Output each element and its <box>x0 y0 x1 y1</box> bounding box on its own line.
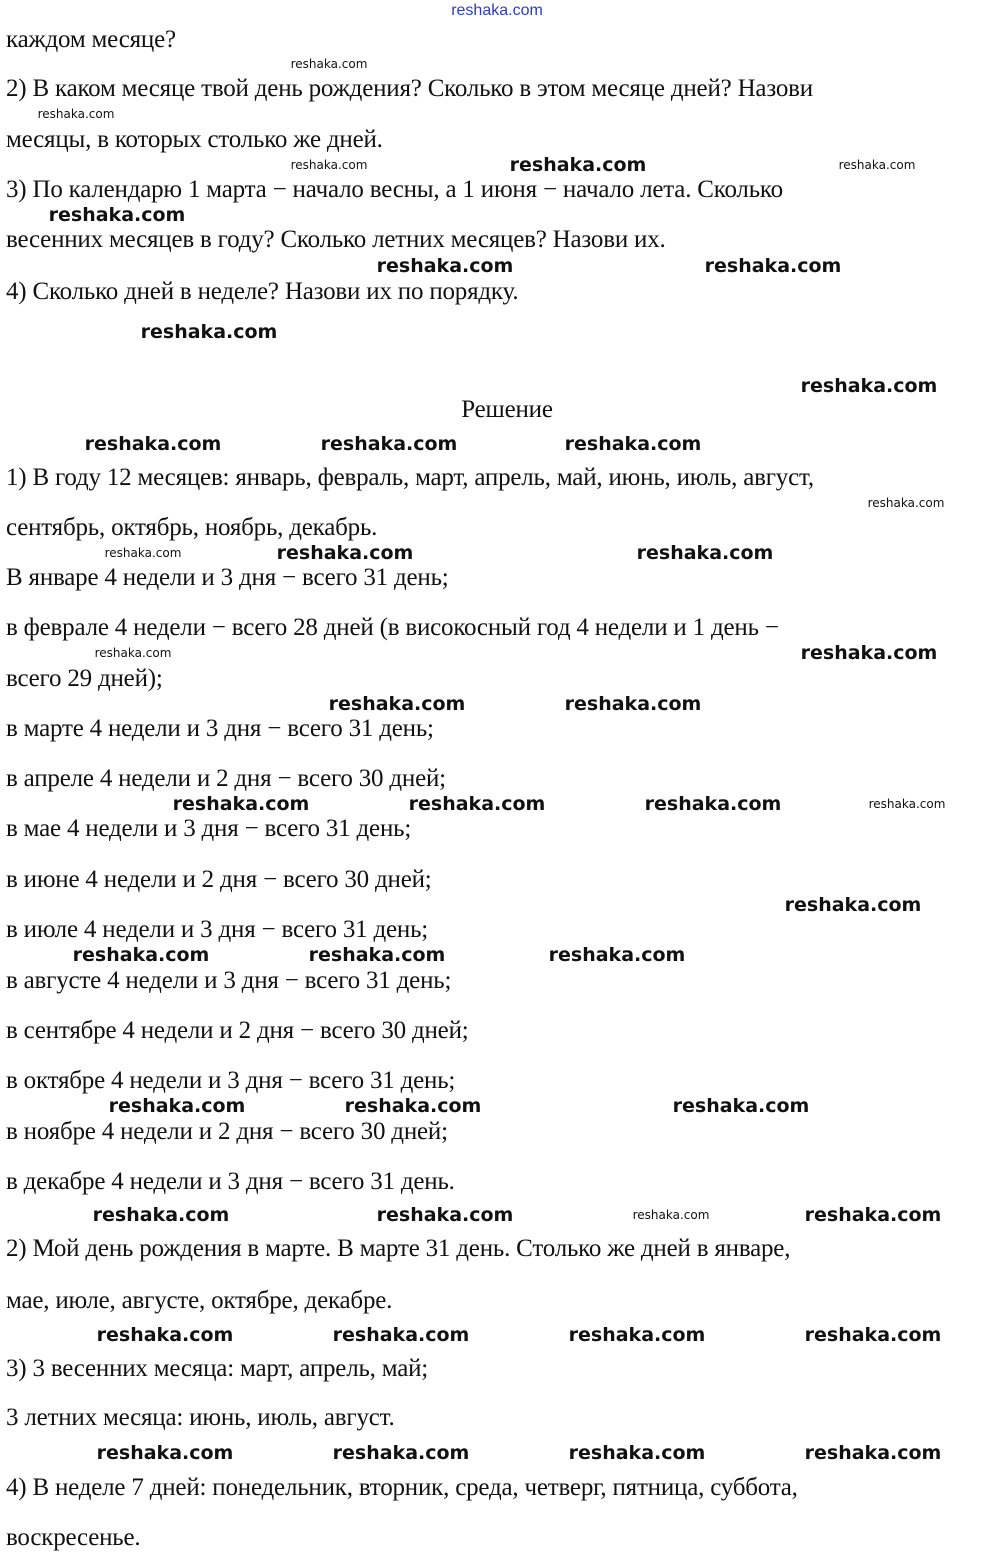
watermark: reshaka.com <box>644 793 782 815</box>
watermark: reshaka.com <box>704 255 842 277</box>
watermark: reshaka.com <box>376 1204 514 1226</box>
solution-line: в марте 4 недели и 3 дня − всего 31 день; <box>6 715 434 742</box>
watermark: reshaka.com <box>92 1204 230 1226</box>
watermark: reshaka.com <box>332 1324 470 1346</box>
header-link[interactable]: reshaka.com <box>451 2 543 19</box>
solution-line: в феврале 4 недели − всего 28 дней (в високосный год 4 недели и 1 день − <box>6 614 779 641</box>
question-line: 3) По календарю 1 марта − начало весны, а 1 июня − начало лета. Сколько <box>6 176 783 203</box>
question-line: каждом месяце? <box>6 26 176 53</box>
question-line: 2) В каком месяце твой день рождения? Сколько в этом месяце дней? Назови <box>6 75 813 102</box>
watermark: reshaka.com <box>37 107 115 121</box>
watermark: reshaka.com <box>548 944 686 966</box>
watermark: reshaka.com <box>328 693 466 715</box>
solution-line: в мае 4 недели и 3 дня − всего 31 день; <box>6 815 412 842</box>
solution-line: воскресенье. <box>6 1524 141 1551</box>
watermark: reshaka.com <box>672 1095 810 1117</box>
watermark: reshaka.com <box>96 1324 234 1346</box>
solution-title: Решение <box>461 396 553 423</box>
watermark: reshaka.com <box>376 255 514 277</box>
watermark: reshaka.com <box>868 797 946 811</box>
watermark: reshaka.com <box>564 693 702 715</box>
watermark: reshaka.com <box>636 542 774 564</box>
watermark: reshaka.com <box>96 1442 234 1464</box>
watermark: reshaka.com <box>867 496 945 510</box>
watermark: reshaka.com <box>800 375 938 397</box>
watermark: reshaka.com <box>804 1204 942 1226</box>
solution-line: сентябрь, октябрь, ноябрь, декабрь. <box>6 514 378 541</box>
watermark: reshaka.com <box>838 158 916 172</box>
watermark: reshaka.com <box>632 1208 710 1222</box>
solution-line: в сентябре 4 недели и 2 дня − всего 30 дней; <box>6 1017 469 1044</box>
solution-line: в ноябре 4 недели и 2 дня − всего 30 дней; <box>6 1118 448 1145</box>
watermark: reshaka.com <box>72 944 210 966</box>
solution-line: в июле 4 недели и 3 дня − всего 31 день; <box>6 916 429 943</box>
watermark: reshaka.com <box>564 433 702 455</box>
watermark: reshaka.com <box>568 1324 706 1346</box>
solution-line: 4) В неделе 7 дней: понедельник, вторник, среда, четверг, пятница, суббота, <box>6 1474 798 1501</box>
question-line: месяцы, в которых столько же дней. <box>6 126 383 153</box>
watermark: reshaka.com <box>568 1442 706 1464</box>
watermark: reshaka.com <box>804 1442 942 1464</box>
watermark: reshaka.com <box>804 1324 942 1346</box>
watermark: reshaka.com <box>800 642 938 664</box>
solution-line: 3) 3 весенних месяца: март, апрель, май; <box>6 1355 429 1382</box>
watermark: reshaka.com <box>784 894 922 916</box>
watermark: reshaka.com <box>290 57 368 71</box>
watermark: reshaka.com <box>108 1095 246 1117</box>
watermark: reshaka.com <box>344 1095 482 1117</box>
question-line: 4) Сколько дней в неделе? Назови их по порядку. <box>6 278 519 305</box>
watermark: reshaka.com <box>509 154 647 176</box>
watermark: reshaka.com <box>140 321 278 343</box>
question-line: весенних месяцев в году? Сколько летних месяцев? Назови их. <box>6 226 666 253</box>
solution-line: в декабре 4 недели и 3 дня − всего 31 день. <box>6 1168 455 1195</box>
watermark: reshaka.com <box>332 1442 470 1464</box>
watermark: reshaka.com <box>408 793 546 815</box>
watermark: reshaka.com <box>48 204 186 226</box>
solution-line: 2) Мой день рождения в марте. В марте 31 день. Столько же дней в январе, <box>6 1235 791 1262</box>
watermark: reshaka.com <box>94 646 172 660</box>
watermark: reshaka.com <box>320 433 458 455</box>
watermark: reshaka.com <box>290 158 368 172</box>
solution-line: В январе 4 недели и 3 дня − всего 31 день; <box>6 564 449 591</box>
watermark: reshaka.com <box>84 433 222 455</box>
watermark: reshaka.com <box>104 546 182 560</box>
solution-line: в октябре 4 недели и 3 дня − всего 31 день; <box>6 1067 456 1094</box>
watermark: reshaka.com <box>276 542 414 564</box>
watermark: reshaka.com <box>172 793 310 815</box>
solution-line: в августе 4 недели и 3 дня − всего 31 день; <box>6 967 452 994</box>
solution-line: 3 летних месяца: июнь, июль, август. <box>6 1404 395 1431</box>
solution-line: 1) В году 12 месяцев: январь, февраль, март, апрель, май, июнь, июль, август, <box>6 464 814 491</box>
solution-line: в апреле 4 недели и 2 дня − всего 30 дней; <box>6 765 446 792</box>
solution-line: всего 29 дней); <box>6 665 163 692</box>
solution-line: мае, июле, августе, октябре, декабре. <box>6 1287 393 1314</box>
watermark: reshaka.com <box>308 944 446 966</box>
solution-line: в июне 4 недели и 2 дня − всего 30 дней; <box>6 866 432 893</box>
